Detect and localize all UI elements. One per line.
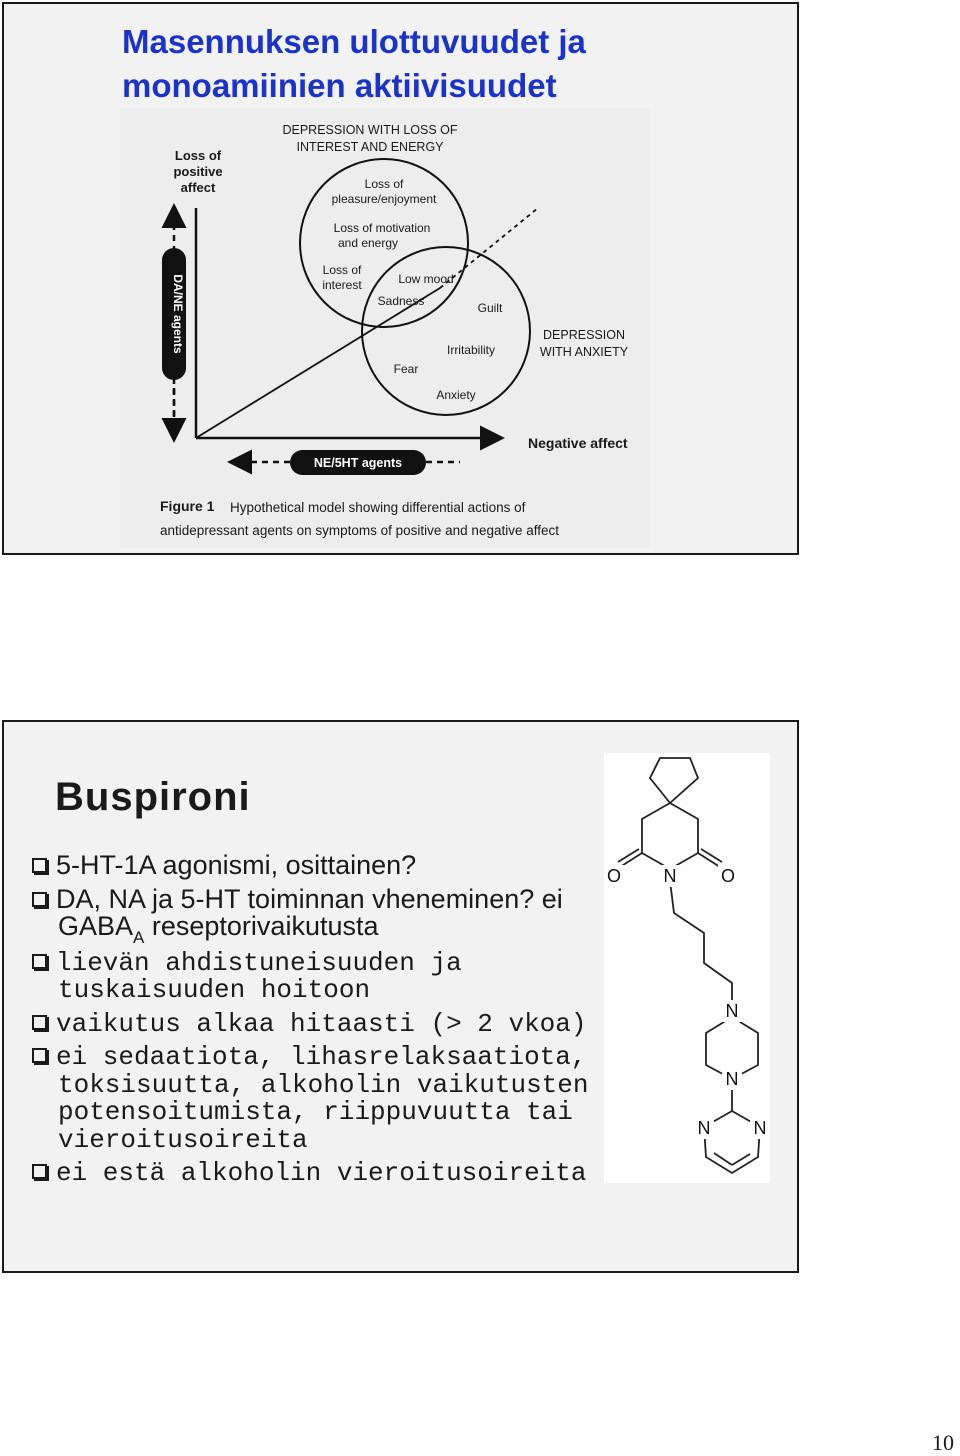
symptom-anxiety: Anxiety [436,388,476,402]
depression-with-anxiety-label: DEPRESSION [543,328,625,342]
bullet-item [32,1044,592,1154]
bullet-list [32,852,592,1194]
bullet-item [32,947,592,1005]
bullet-text: ei estä alkoholin vieroitusoireita [56,1158,587,1188]
carbonyl-bond-right [698,853,720,867]
ne-5ht-agents-label: NE/5HT agents [313,456,403,470]
checkbox-bullet-icon [32,1164,47,1179]
symptom-interest: Loss of [322,263,362,277]
symptom-low-mood: Low mood [398,272,454,286]
symptom-irritability: Irritability [446,343,496,357]
pyrimidine-nitrogen-right: N [753,1118,767,1138]
imide-ring [642,803,698,869]
y-axis-label: Loss of [174,148,222,163]
page-number: 10 [932,1430,954,1455]
bullet-item [32,883,592,947]
symptom-motivation: Loss of motivation [333,221,431,235]
piperazine-nitrogen-bottom: N [725,1069,739,1089]
subscript: A [133,928,145,947]
bullet-text: reseptorivaikutusta [144,911,379,941]
checkbox-bullet-icon [32,892,47,907]
carbonyl-bond-left-double [618,849,639,862]
slide-1-title [122,20,762,108]
carbonyl-bond-left [620,853,642,867]
slide-2-title: Buspironi [55,775,251,819]
symptom-motivation-2: and energy [337,236,399,250]
depression-model-figure [120,108,650,548]
symptom-fear: Fear [393,362,419,376]
x-axis-label: Negative affect [528,435,628,451]
checkbox-bullet-icon [32,858,47,873]
imide-nitrogen-atom: N [663,866,677,886]
bullet-text: ei sedaatiota, lihasrelaksaatiota, toksisuutta, alkoholin vaikutusten potensoitumista, riippuvuutta tai vieroitusoireita [56,1042,589,1155]
y-axis-label-3: affect [180,180,216,195]
bullet-item [32,1160,592,1188]
checkbox-bullet-icon [32,1048,47,1063]
bullet-text: 5-HT-1A agonismi, osittainen? [56,850,417,880]
figure-caption-bold: Figure 1 [160,498,215,514]
checkbox-bullet-icon [32,954,47,969]
symptom-interest-2: interest [322,278,362,292]
figure-top-label-2: INTEREST AND ENERGY [296,140,444,154]
figure-caption: Hypothetical model showing differential actions of [230,500,526,515]
piperazine-nitrogen-top: N [725,1001,739,1021]
da-ne-agents-label: DA/NE agents [171,274,185,354]
bullet-text: DA, NA ja 5-HT toiminnan vheneminen? ei GABA [56,883,563,941]
bullet-text: vaikutus alkaa hitaasti (> 2 vkoa) [56,1008,587,1039]
bullet-text: lievän ahdistuneisuuden ja tuskaisuuden hoitoon [56,947,462,1005]
oxygen-atom-right: O [720,866,736,886]
title-line-2: monoamiinien aktiivisuudet [122,67,557,104]
figure-top-label: DEPRESSION WITH LOSS OF [282,123,458,137]
symptom-pleasure-2: pleasure/enjoyment [331,192,437,206]
oxygen-atom-left: O [606,866,622,886]
y-axis-label-2: positive [173,164,223,179]
title-line-1: Masennuksen ulottuvuudet ja [122,23,586,60]
buspirone-structure [604,753,770,1183]
depression-with-anxiety-label-2: WITH ANXIETY [539,345,629,359]
figure-caption-2: antidepressant agents on symptoms of positive and negative affect [160,523,559,538]
checkbox-bullet-icon [32,1015,47,1030]
symptom-sadness: Sadness [377,294,425,308]
butyl-chain [670,881,732,1001]
symptom-guilt: Guilt [477,301,503,315]
pyrimidine-nitrogen-left: N [697,1118,711,1138]
cyclopentane-ring [650,758,698,803]
bullet-item [32,1008,592,1039]
symptom-pleasure: Loss of [364,177,404,191]
carbonyl-bond-right-double [701,849,722,862]
bullet-item [32,852,592,880]
